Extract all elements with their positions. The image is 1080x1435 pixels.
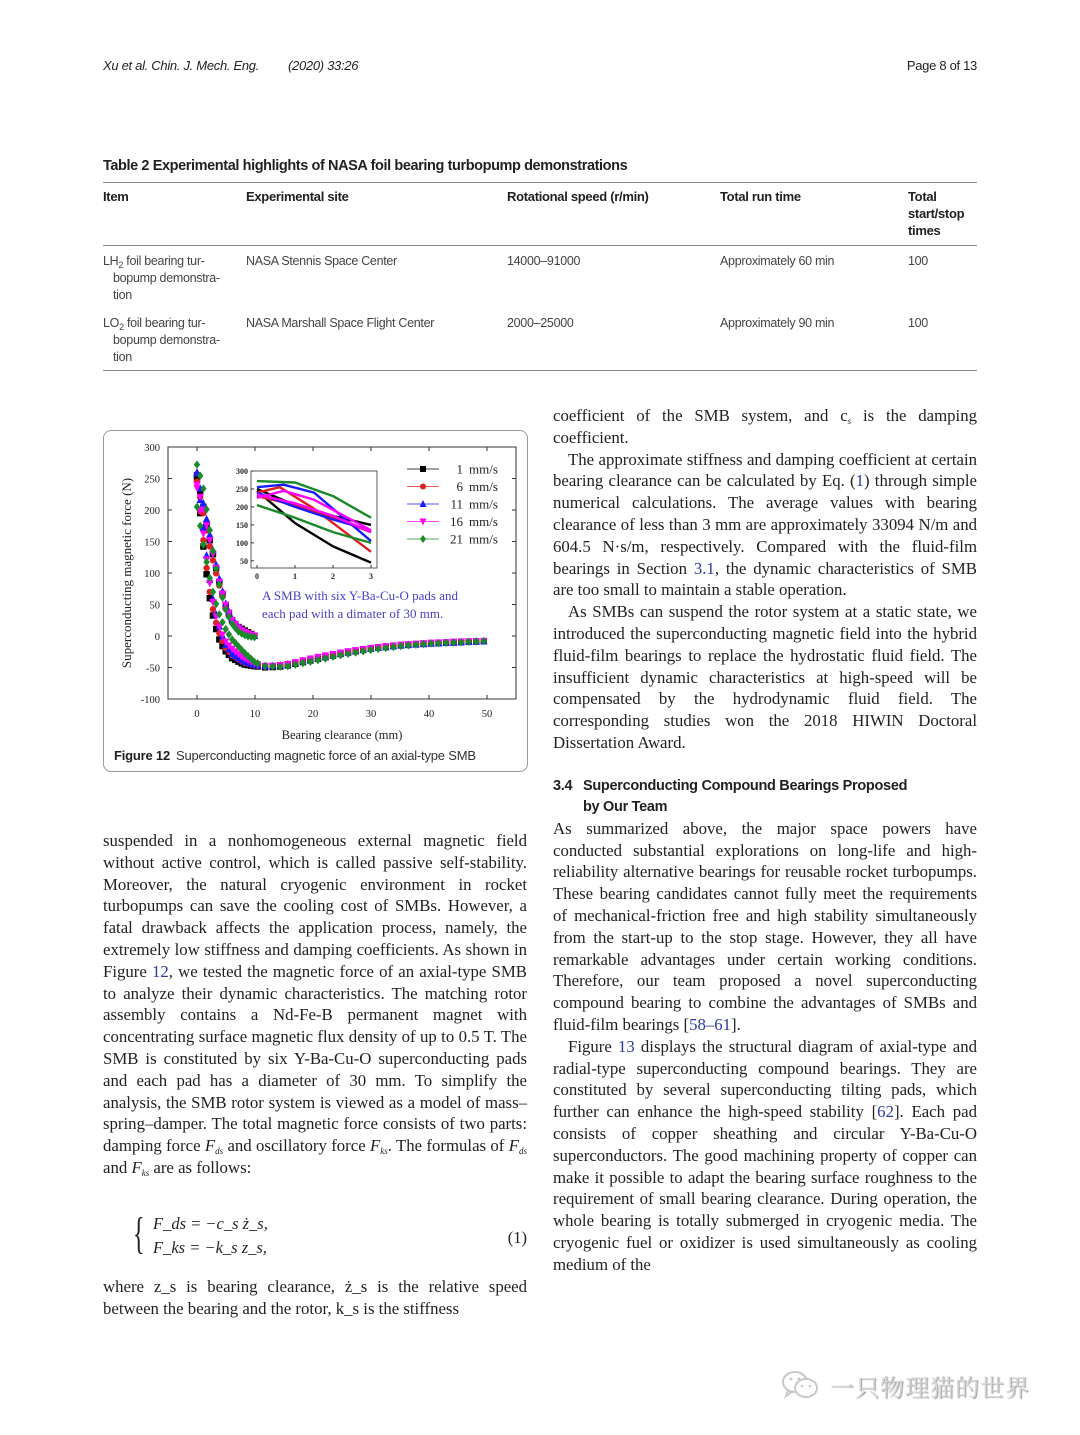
watermark-text: 一只物理猫的世界 — [830, 1373, 1030, 1402]
cell-site: NASA Stennis Space Center — [246, 254, 397, 268]
svg-text:2: 2 — [331, 572, 335, 581]
svg-text:150: 150 — [236, 520, 248, 530]
svg-text:100: 100 — [144, 569, 160, 580]
cell-speed: 2000–25000 — [507, 316, 574, 330]
svg-text:mm/s: mm/s — [469, 496, 498, 512]
equation-number: (1) — [507, 1228, 527, 1247]
svg-text:50: 50 — [240, 556, 248, 566]
cell-item: $LO_2$ foil bearing tur- bopump demonstra- tion — [103, 316, 220, 364]
table-header-row — [103, 183, 977, 246]
cell-item: $LH_2$ foil bearing tur- bopump demonstra- tion — [103, 254, 220, 302]
table-2 — [103, 158, 977, 371]
figure-12 — [103, 430, 528, 772]
svg-text:1: 1 — [293, 572, 297, 581]
svg-text:0: 0 — [194, 709, 200, 720]
column-header-start-stop: Total start/stop times — [908, 189, 965, 238]
svg-text:11: 11 — [450, 496, 463, 512]
svg-text:250: 250 — [236, 484, 248, 494]
table-row — [103, 308, 977, 371]
svg-text:mm/s: mm/s — [469, 514, 498, 529]
svg-text:16: 16 — [450, 514, 463, 529]
column-header-run-time: Total run time — [720, 189, 801, 204]
reference-62-link[interactable]: 62 — [877, 1102, 894, 1122]
paragraph: The approximate stiffness and damping coefficient at certain bearing clearance can be calculated by Eq. (1) through simple numerical calculations. The average values with bearing clearance of less than 3 mm are approximately 33094 N/m and 604.5 N·s/m, respectively. Compared with the fluid-film bearings in Section 3.1, the dynamic characteristics of SMB are too small to maintain a stable operation. — [553, 449, 977, 600]
svg-text:mm/s: mm/s — [469, 531, 498, 547]
svg-text:10: 10 — [249, 709, 261, 720]
force-chart — [104, 431, 529, 746]
table-caption: Table 2 Experimental highlights of NASA foil bearing turbopump demonstrations — [103, 158, 628, 174]
svg-text:300: 300 — [236, 467, 248, 476]
left-column-text — [103, 830, 527, 1179]
svg-text:-50: -50 — [146, 663, 160, 675]
svg-text:250: 250 — [144, 474, 160, 486]
svg-text:0: 0 — [255, 572, 259, 581]
reference-58-61-link[interactable]: 58–61 — [689, 1014, 732, 1034]
svg-text:-100: -100 — [140, 695, 160, 706]
svg-text:3: 3 — [369, 572, 373, 581]
svg-text:50: 50 — [481, 709, 493, 720]
svg-text:100: 100 — [236, 538, 248, 548]
figure-12-link[interactable]: 12 — [151, 961, 169, 981]
brace: { — [133, 1209, 145, 1258]
page-number: Page 8 of 13 — [906, 58, 977, 73]
data-table — [103, 182, 977, 371]
svg-text:30: 30 — [365, 709, 377, 720]
figure-13-link[interactable]: 13 — [617, 1036, 635, 1056]
cell-speed: 14000–91000 — [507, 254, 581, 268]
cell-run-time: Approximately 60 min — [720, 254, 835, 268]
svg-text:mm/s: mm/s — [469, 479, 498, 494]
svg-text:0: 0 — [154, 632, 160, 643]
equation-line-1: F_ds = −c_s ż_s, — [153, 1214, 268, 1233]
paragraph: Figure 13 displays the structural diagram of axial-type and radial-type superconducting compound bearings. They are constituted by several superconducting tilting pads, which further can enhance the high-speed stability [62]. Each pad consists of copper sheathing and circular Y-Ba-Cu-O superconductors. The good machining property of copper can make it possible to adapt the bearing surface roughness to the requirement of small bearing clearance. During operation, the whole bearing is totally submerged in cryogenic media. The cryogenic fuel or oxidizer is used simultaneously as cooling medium of the — [553, 1036, 977, 1274]
journal-citation: Xu et al. Chin. J. Mech. Eng. — [103, 58, 260, 73]
right-column-text — [553, 405, 977, 1275]
equation-1-link[interactable]: 1 — [855, 471, 864, 491]
svg-text:20: 20 — [307, 709, 319, 720]
svg-text:40: 40 — [423, 709, 435, 720]
figure-caption-text: Superconducting magnetic force of an axial-type SMB — [176, 748, 476, 763]
svg-text:150: 150 — [144, 537, 160, 549]
column-header-item: Item — [103, 189, 129, 204]
svg-text:21: 21 — [450, 531, 463, 547]
figure-label: Figure 12 — [114, 748, 170, 763]
equation-line-2: F_ks = −k_s z_s, — [153, 1238, 267, 1257]
column-header-speed: Rotational speed (r/min) — [507, 189, 649, 204]
svg-text:mm/s: mm/s — [469, 461, 498, 477]
wechat-icon — [780, 1369, 822, 1401]
paragraph: suspended in a nonhomogeneous external magnetic field without active control, which is called passive self-stability. Moreover, the natural cryogenic environment in rocket turbopumps can save the cooling cost of SMBs. However, a fatal drawback affects the application process, namely, the extremely low stiffness and damping coefficients. As shown in Figure 12, we tested the magnetic force of an axial-type SMB to analyze their dynamic characteristics. The matching rotor assembly contains a Nd-Fe-B permanent magnet with concentrating surface magnetic flux density of up to 0.5 T. The SMB is constituted by six Y-Ba-Cu-O superconducting pads and each pad has a diameter of 30 mm. To simplify the analysis, the SMB rotor system is viewed as a model of mass–spring–damper. The total magnetic force consists of two parts: damping force $F_{ds}$ and oscillatory force $F_{ks}$. The formulas of $F_{ds}$ and $F_{ks}$ are as follows: — [103, 831, 527, 1178]
table-row — [103, 246, 977, 309]
watermark — [780, 1365, 1030, 1405]
cell-start-stop: 100 — [908, 316, 928, 330]
column-header-site: Experimental site — [246, 189, 349, 204]
paragraph: coefficient of the SMB system, and $c_s$ is the damping coefficient. — [553, 406, 977, 447]
section-heading-3-4: 3.4 Superconducting Compound Bearings Proposed by Our Team — [553, 777, 908, 815]
svg-text:Bearing clearance (mm): Bearing clearance (mm) — [281, 728, 403, 742]
section-3-1-link[interactable]: 3.1 — [693, 558, 715, 578]
figure-caption — [114, 748, 476, 763]
svg-text:1: 1 — [456, 461, 463, 477]
paragraph: As summarized above, the major space powers have conducted substantial explorations on long-life and high-reliability alternative bearings for reusable rocket turbopumps. These bearing candidates cannot fully meet the requirements of mechanical-friction free and high stability simultaneously from the start-up to the stop stage. However, they all have remarkable advantages under certain working conditions. Therefore, our team proposed a novel superconducting compound bearing to combine the advantages of SMBs and fluid-film bearings [58–61]. — [553, 818, 977, 1034]
svg-text:200: 200 — [144, 506, 160, 517]
equation-1 — [103, 1209, 527, 1262]
svg-text:300: 300 — [144, 443, 160, 454]
volume-info: (2020) 33:26 — [288, 58, 359, 73]
paragraph-after-equation: where z_s is bearing clearance, ż_s is the relative speed between the bearing and the rotor, k_s is the stiffness — [103, 1277, 527, 1318]
svg-text:Superconducting magnetic force: Superconducting magnetic force (N) — [119, 477, 134, 669]
cell-run-time: Approximately 90 min — [720, 316, 835, 330]
svg-text:50: 50 — [149, 600, 160, 612]
cell-start-stop: 100 — [908, 254, 928, 268]
cell-site: NASA Marshall Space Flight Center — [246, 316, 435, 330]
svg-text:200: 200 — [236, 502, 248, 512]
paragraph: As SMBs can suspend the rotor system at a static state, we introduced the superconducting magnetic field into the hybrid fluid-film bearings to replace the hydrostatic fluid field. The insufficient dynamic characteristics at high-speed will be compensated by the hydrodynamic fluid field. The corresponding studies won the 2018 HIWIN Doctoral Dissertation Award. — [553, 602, 977, 752]
running-head — [103, 58, 977, 78]
svg-text:A SMB with six Y-Ba-Cu-O pads: A SMB with six Y-Ba-Cu-O pads and — [262, 588, 458, 603]
svg-text:each pad with a dimater of 30: each pad with a dimater of 30 mm. — [262, 606, 444, 621]
svg-text:6: 6 — [456, 479, 463, 494]
